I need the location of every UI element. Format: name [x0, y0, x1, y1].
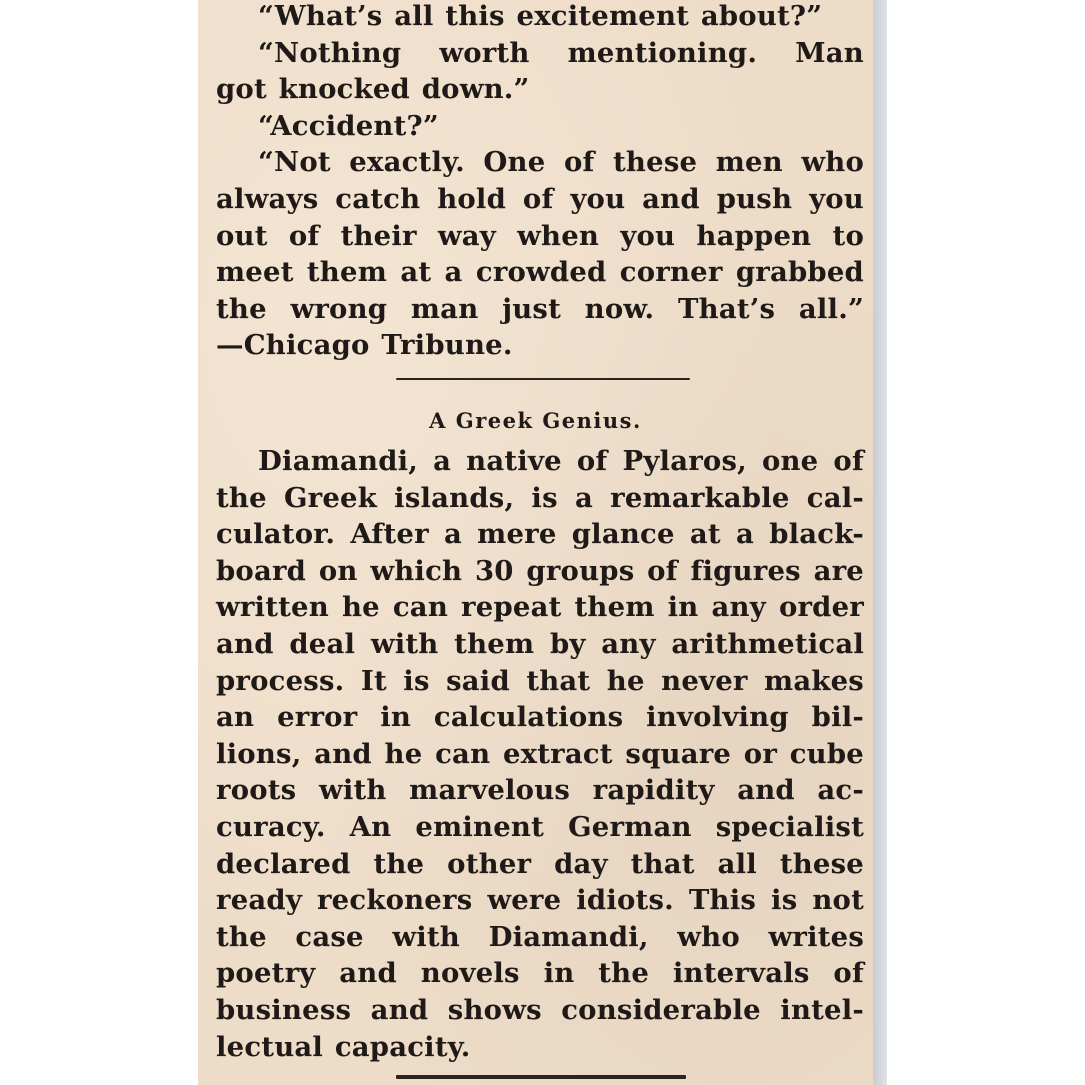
text-line: the case with Diamandi, who writes — [216, 920, 864, 953]
text-line: Diamandi, a native of Pylaros, one of — [258, 445, 864, 477]
text-line: board on which 30 groups of figures are — [216, 554, 864, 587]
text-line: out of their way when you happen to — [216, 219, 864, 252]
text-line: and deal with them by any arithmetical — [216, 627, 864, 660]
text-line: the Greek islands, is a remarkable cal- — [216, 481, 864, 514]
section-divider — [396, 378, 690, 380]
text-line: ready reckoners were idiots. This is not — [216, 884, 864, 917]
text-line: process. It is said that he never makes — [216, 664, 864, 697]
text-line: an error in calculations involving bil- — [216, 701, 864, 734]
section-divider-bottom — [396, 1075, 686, 1079]
clipping-edge-shadow — [873, 0, 887, 1085]
text-line: always catch hold of you and push you — [216, 182, 864, 215]
article-headline: A Greek Genius. — [429, 408, 642, 433]
text-line: “Accident?” — [258, 109, 439, 142]
story-dialogue — [216, 0, 864, 364]
text-line: roots with marvelous rapidity and ac- — [216, 774, 864, 807]
article-body — [216, 443, 864, 1065]
text-line: curacy. An eminent German specialist — [216, 810, 864, 843]
text-line: got knocked down.” — [216, 73, 530, 106]
text-line: culator. After a mere glance at a black- — [216, 518, 864, 551]
text-line: “What’s all this excitement about?” — [258, 0, 823, 32]
text-line: declared the other day that all these — [216, 847, 864, 880]
text-line: meet them at a crowded corner grabbed — [216, 256, 864, 289]
text-line: poetry and novels in the intervals of — [216, 957, 864, 990]
attribution: —Chicago Tribune. — [216, 329, 513, 362]
text-line: the wrong man just now. That’s all.” — [216, 292, 864, 325]
text-line: “Nothing worth mentioning. Man — [258, 36, 864, 69]
text-line: written he can repeat them in any order — [216, 591, 864, 624]
text-line: business and shows considerable intel- — [216, 993, 864, 1026]
text-line: “Not exactly. One of these men who — [258, 146, 864, 179]
text-line: lions, and he can extract square or cube — [216, 737, 864, 770]
text-line: lectual capacity. — [216, 1030, 471, 1063]
